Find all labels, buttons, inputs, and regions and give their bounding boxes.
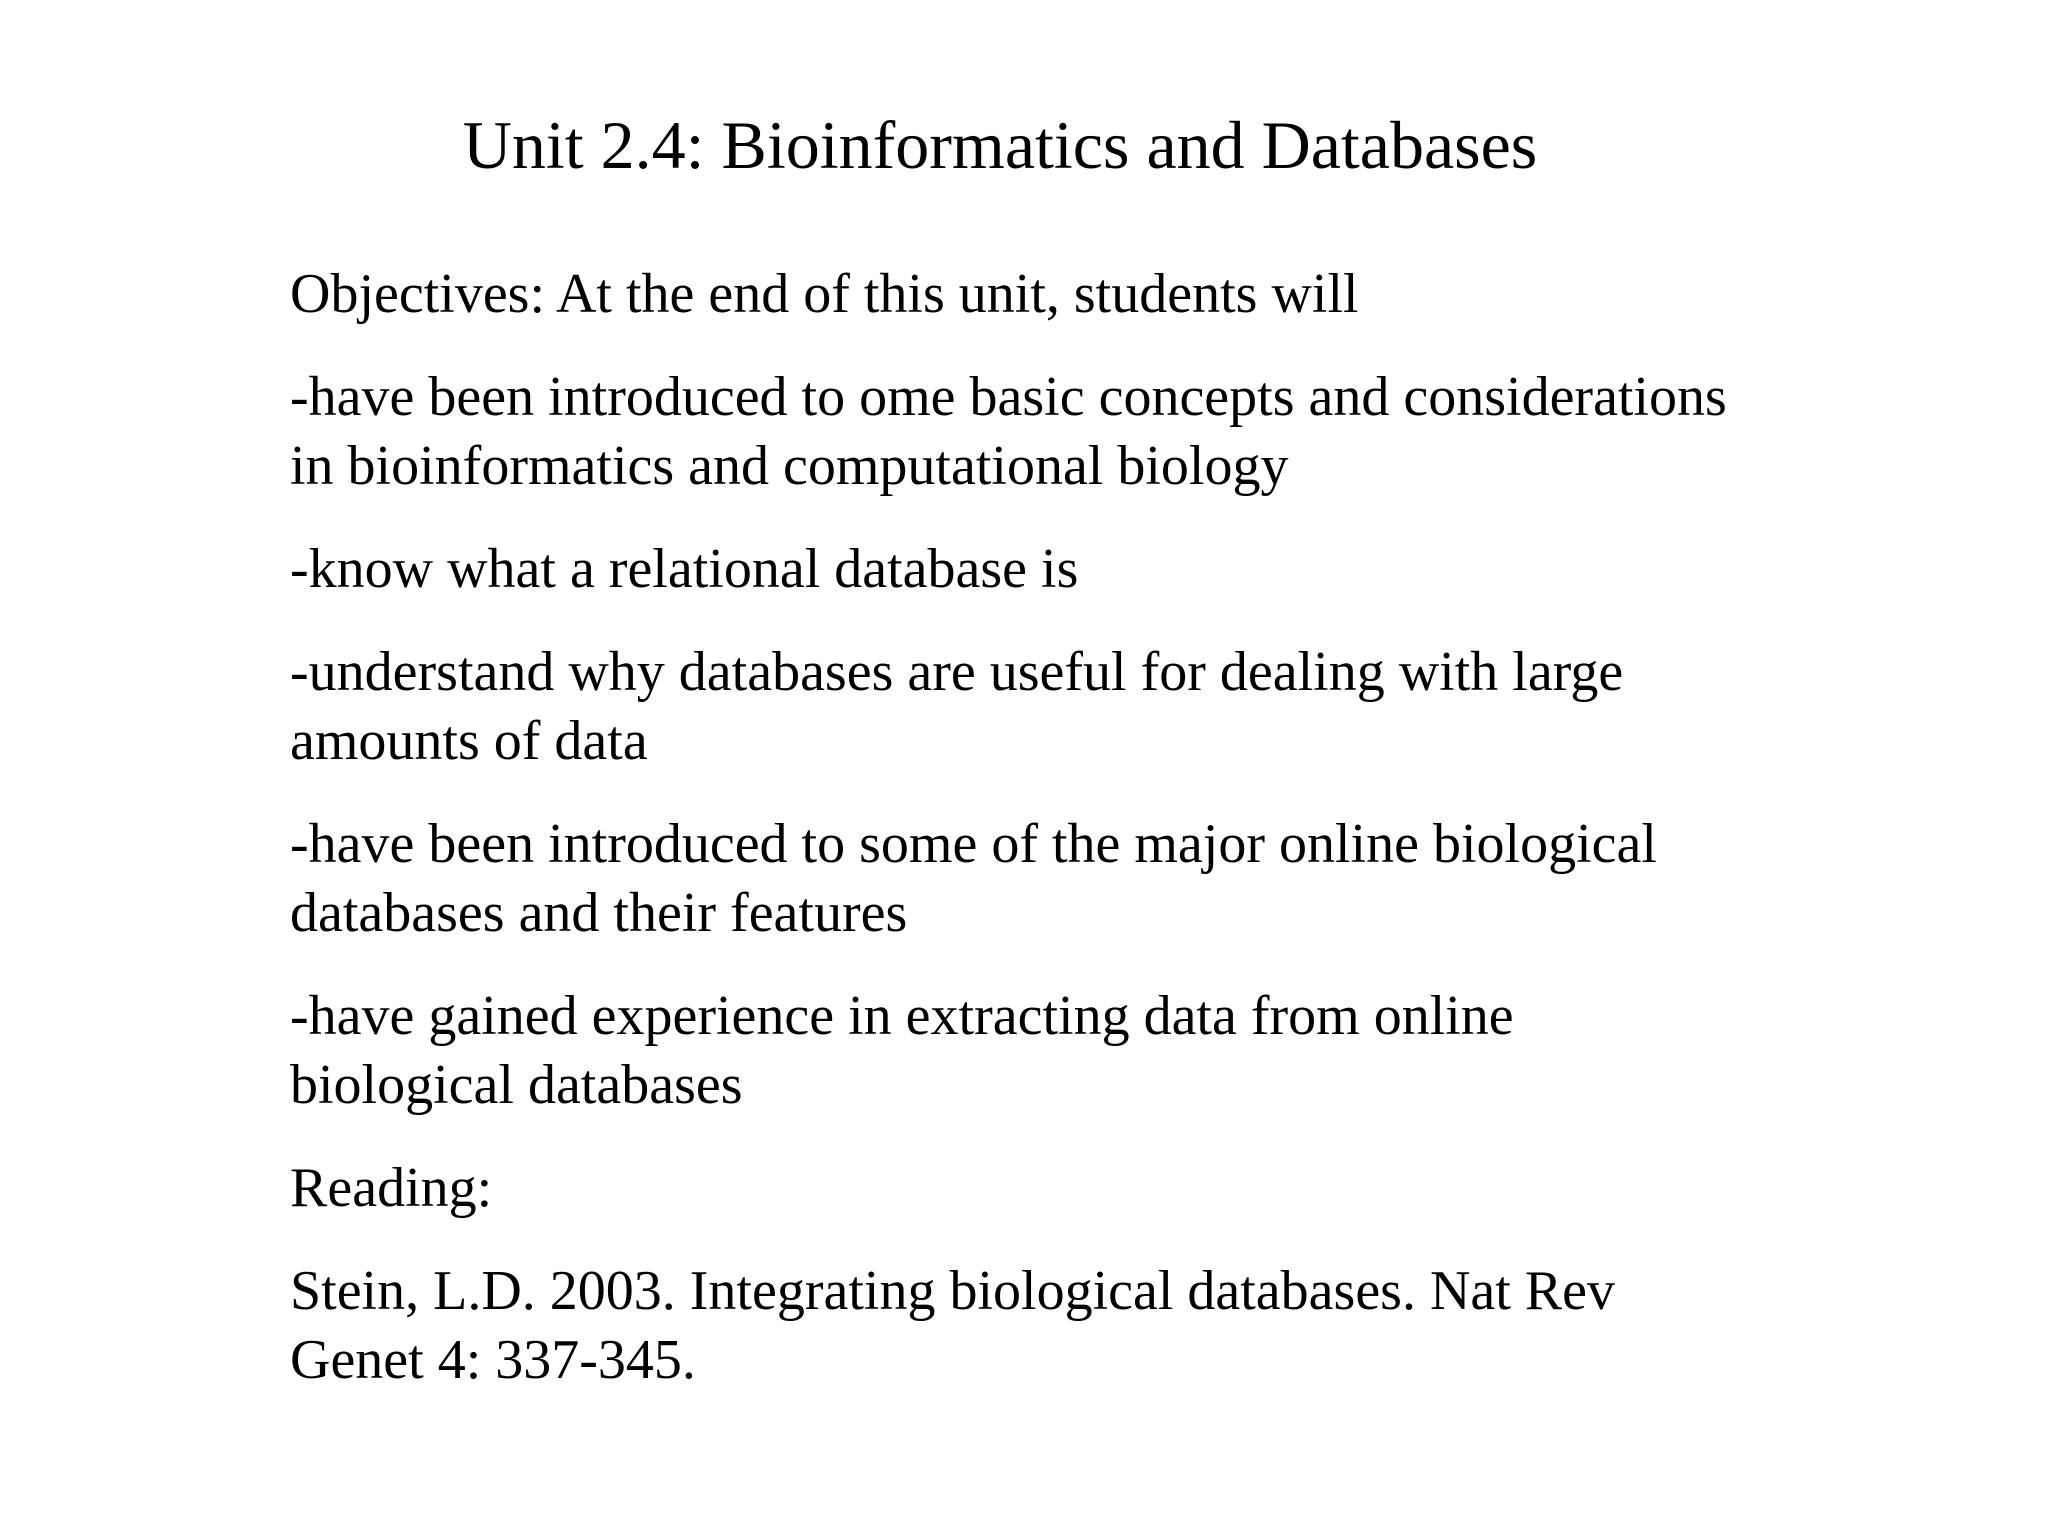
objective-line: biological databases: [290, 1054, 743, 1116]
objectives-heading: [290, 260, 1830, 329]
objective-item: [290, 535, 1830, 604]
reading-heading-text: Reading:: [290, 1157, 493, 1219]
objective-line: -understand why databases are useful for dealing with large: [290, 641, 1624, 703]
objective-line: -have been introduced to ome basic concepts and considerations: [290, 366, 1727, 428]
objective-item: [290, 638, 1830, 776]
slide-body: [290, 260, 1830, 1395]
objectives-heading-text: Objectives: At the end of this unit, students will: [290, 263, 1359, 325]
objective-line: -have gained experience in extracting data from online: [290, 985, 1514, 1047]
reading-citation-line: Stein, L.D. 2003. Integrating biological databases. Nat Rev: [290, 1260, 1616, 1322]
slide-title: Unit 2.4: Bioinformatics and Databases: [462, 107, 1538, 183]
objective-line: -know what a relational database is: [290, 538, 1079, 600]
objective-line: amounts of data: [290, 710, 648, 772]
objective-line: in bioinformatics and computational biology: [290, 435, 1289, 497]
objective-item: [290, 810, 1830, 948]
objective-item: [290, 982, 1830, 1120]
reading-citation: [290, 1257, 1830, 1395]
objective-item: [290, 363, 1830, 501]
reading-citation-line: Genet 4: 337-345.: [290, 1329, 696, 1391]
objective-line: -have been introduced to some of the major online biological: [290, 813, 1657, 875]
objective-line: databases and their features: [290, 882, 908, 944]
reading-heading: [290, 1154, 1830, 1223]
